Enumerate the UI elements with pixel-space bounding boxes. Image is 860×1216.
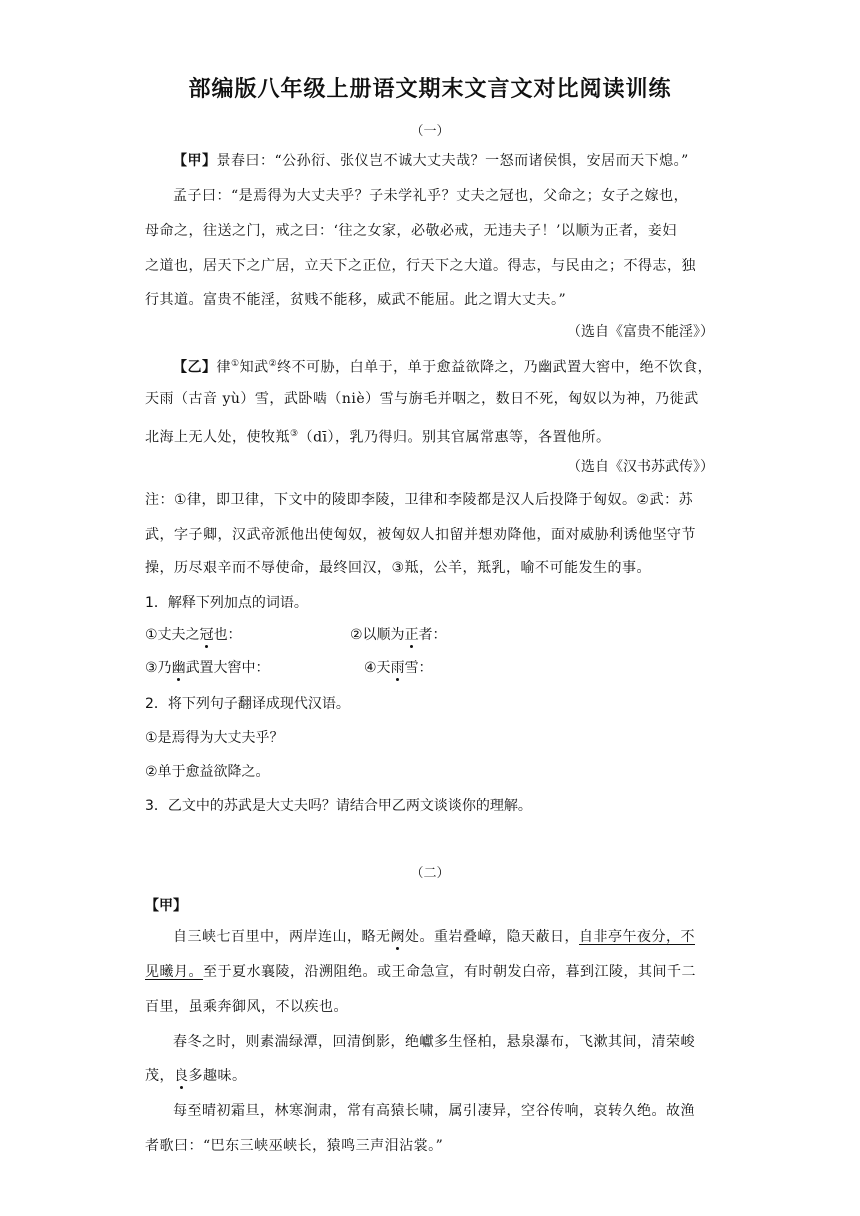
yi-line-1: 【乙】律①知武②终不可胁，白单于，单于愈益欲降之，乃幽武置大窖中，绝不饮食， [173,359,713,376]
note-line-1: 注：①律，即卫律，下文中的陵即李陵，卫律和李陵都是汉人后投降于匈奴。②武：苏 [145,492,694,508]
note-line-3: 操，历尽艰辛而不辱使命，最终回汉，③羝，公羊，羝乳，喻不可能发生的事。 [145,560,652,576]
section-label-2: （二） [410,866,450,881]
q2-item-1: ①是焉得为大丈夫乎？ [145,730,284,746]
part2-jia-tag: 【甲】 [145,898,187,914]
question-3: 3．乙文中的苏武是大丈夫吗？请结合甲乙两文谈谈你的理解。 [145,798,532,814]
q1-item-4: ④天雨雪： [364,660,433,676]
jia-line-1: 【甲】景春曰：“公孙衍、张仪岂不诚大丈夫哉？一怒而诸侯惧，安居而天下熄。” [173,153,689,169]
p2-para1-line-3: 百里，虽乘奔御风，不以疾也。 [145,999,348,1015]
yi-line-3: 北海上无人处，使牧羝③（dī），乳乃得归。别其官属常惠等，各置他所。 [145,429,611,446]
jia-line-4: 之道也，居天下之广居，立天下之正位，行天下之大道。得志，与民由之；不得志，独 [145,258,696,274]
question-1: 1．解释下列加点的词语。 [145,595,308,611]
p2-para1-line-1: 自三峡七百里中，两岸连山，略无阙处。重岩叠嶂，隐天蔽日，自非亭午夜分，不 [173,929,695,945]
q1-item-2: ②以顺为正者： [350,627,447,643]
q2-item-2: ②单于愈益欲降之。 [145,764,270,780]
section-label-1: （一） [410,124,450,139]
jia-line-5: 行其道。富贵不能淫，贫贱不能移，威武不能屈。此之谓大丈夫。” [145,292,567,308]
question-2: 2．将下列句子翻译成现代汉语。 [145,696,350,712]
p2-para2-line-1: 春冬之时，则素湍绿潭，回清倒影，绝巘多生怪柏，悬泉瀑布，飞漱其间，清荣峻 [173,1034,695,1050]
yi-source: （选自《汉书苏武传》） [567,459,714,475]
page-title: 部编版八年级上册语文期末文言文对比阅读训练 [188,77,672,102]
p2-para2-line-2: 茂，良多趣味。 [145,1068,247,1084]
q1-item-1: ①丈夫之冠也： [145,627,242,643]
jia-tag: 【甲】 [173,153,217,169]
jia-line-3: 母命之，往送之门，戒之曰：‘往之女家，必敬必戒，无违夫子！’以顺为正者，妾妇 [145,223,677,239]
p2-para3-line-1: 每至晴初霜旦，林寒涧肃，常有高猿长啸，属引凄异，空谷传响，哀转久绝。故渔 [173,1103,695,1119]
p2-para3-line-2: 者歌曰：“巴东三峡巫峡长，猿鸣三声泪沾裳。” [145,1138,444,1154]
q1-item-3: ③乃幽武置大窖中： [145,660,270,676]
note-line-2: 武，字子卿，汉武帝派他出使匈奴，被匈奴人扣留并想劝降他，面对威胁利诱他坚守节 [145,527,696,543]
jia-line-2: 孟子曰：“是焉得为大丈夫乎？子未学礼乎？丈夫之冠也，父命之；女子之嫁也， [173,188,689,204]
yi-line-2: 天雨（古音 yù）雪，武卧啮（niè）雪与旃毛并咽之，数日不死，匈奴以为神，乃徙武 [145,391,699,407]
p2-para1-line-2: 见曦月。至于夏水襄陵，沿溯阻绝。或王命急宣，有时朝发白帝，暮到江陵，其间千二 [145,964,696,980]
jia-source: （选自《富贵不能淫》） [567,324,714,340]
